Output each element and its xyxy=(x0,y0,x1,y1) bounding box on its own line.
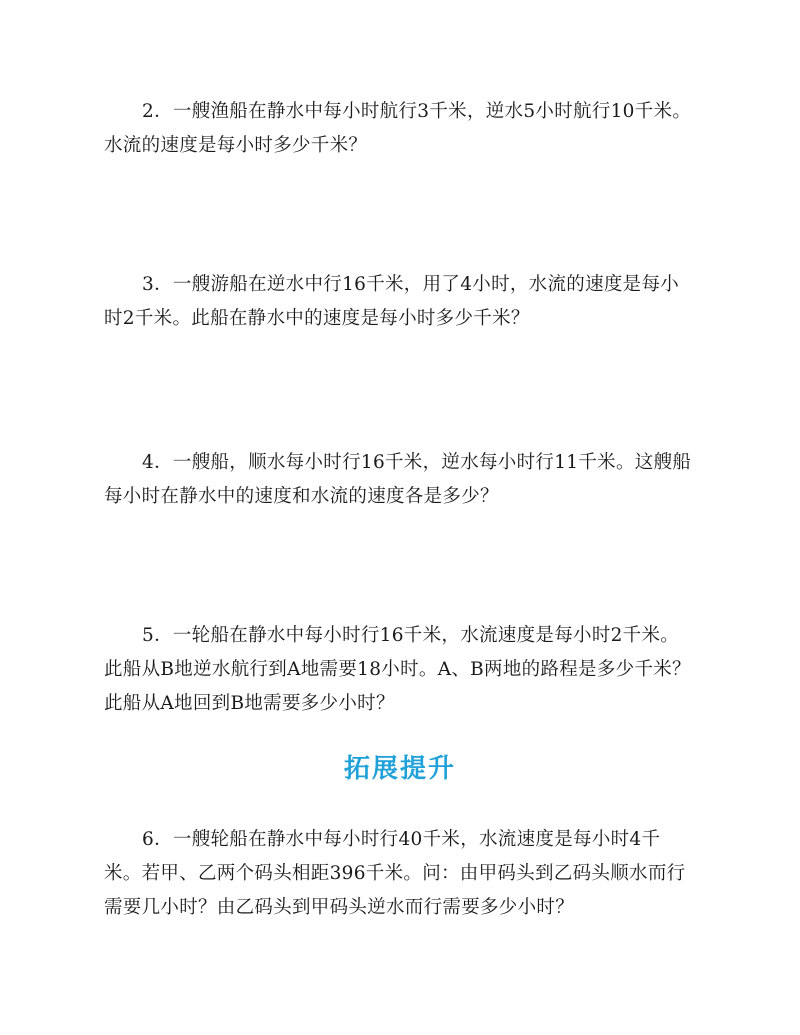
problem-3 xyxy=(104,268,704,336)
problem-6-line-3: 需要几小时？由乙码头到甲码头逆水而行需要多少小时？ xyxy=(104,897,575,918)
problem-4-line-2: 每小时在静水中的速度和水流的速度各是多少？ xyxy=(104,486,499,507)
problem-2-line-1: 2．一艘渔船在静水中每小时航行3千米，逆水5小时航行10千米。 xyxy=(142,101,692,122)
section-heading-extension: 拓展提升 xyxy=(343,754,456,784)
problem-4 xyxy=(104,446,704,514)
problem-2 xyxy=(104,95,704,163)
problem-6 xyxy=(104,823,704,925)
problem-6-line-2: 米。若甲、乙两个码头相距396千米。问：由甲码头到乙码头顺水而行 xyxy=(104,863,686,884)
problem-3-line-1: 3．一艘游船在逆水中行16千米，用了4小时，水流的速度是每小 xyxy=(142,274,680,295)
problem-5-line-3: 此船从A地回到B地需要多少小时？ xyxy=(104,693,395,714)
problem-5-line-1: 5．一轮船在静水中每小时行16千米，水流速度是每小时2千米。 xyxy=(142,625,680,646)
problem-5 xyxy=(104,619,704,721)
problem-3-line-2: 时2千米。此船在静水中的速度是每小时多少千米？ xyxy=(104,308,530,329)
problem-4-line-1: 4．一艘船，顺水每小时行16千米，逆水每小时行11千米。这艘船 xyxy=(142,452,692,473)
problem-5-line-2: 此船从B地逆水航行到A地需要18小时。A、B两地的路程是多少千米？ xyxy=(104,659,691,680)
problem-2-line-2: 水流的速度是每小时多少千米？ xyxy=(104,135,368,156)
problem-6-line-1: 6．一艘轮船在静水中每小时行40千米，水流速度是每小时4千 xyxy=(142,829,661,850)
